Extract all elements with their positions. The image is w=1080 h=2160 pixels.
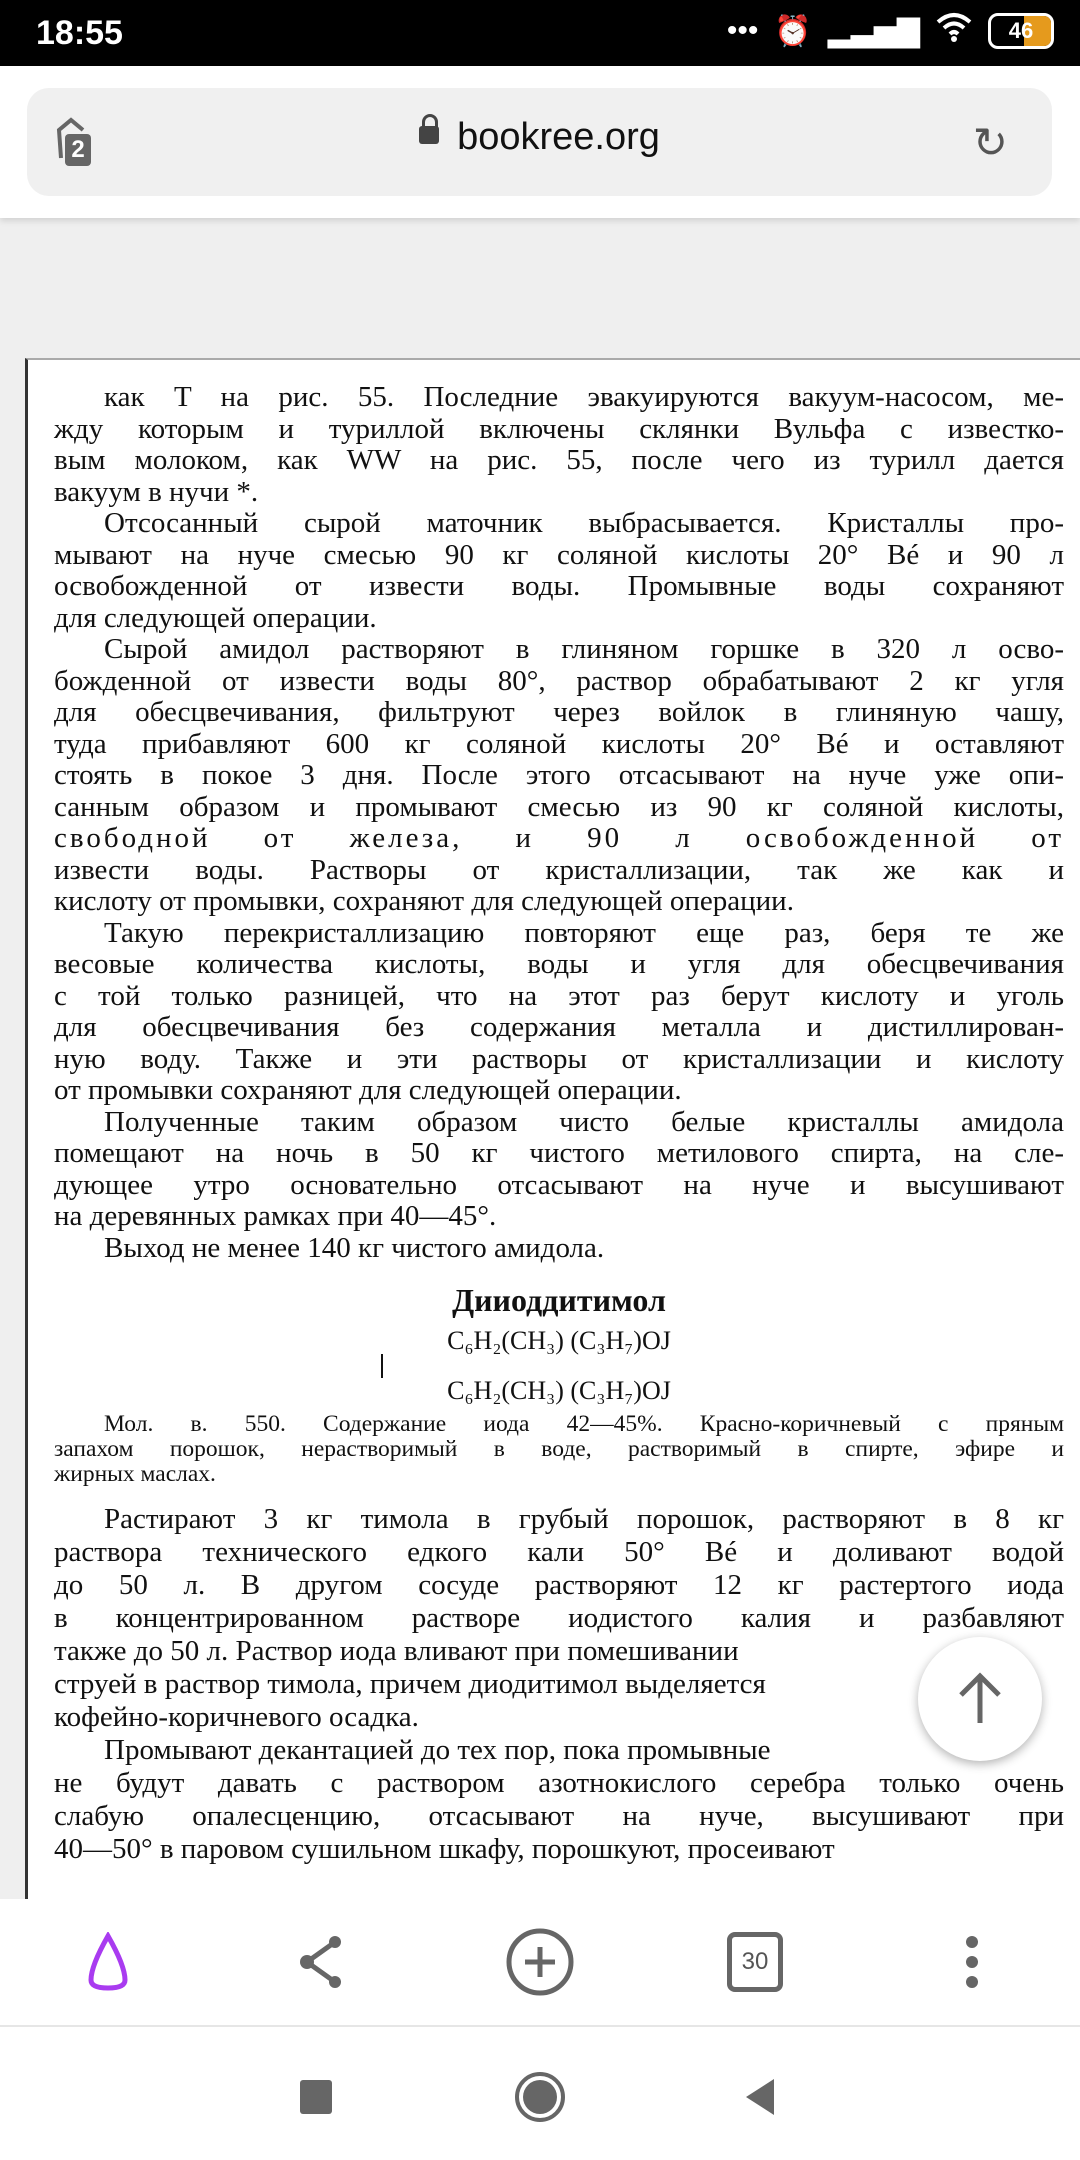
share-icon — [297, 1934, 347, 1990]
paragraph — [54, 918, 1064, 1107]
arrow-up-icon — [955, 1671, 1005, 1727]
text-line: Сырой амидол растворяют в глиняном горшке в 320 л осво- — [104, 633, 1064, 665]
status-bar — [0, 0, 1080, 66]
recents-button[interactable] — [286, 2067, 346, 2127]
text-line: не будут давать с раствором азотнокислого серебра только очень — [54, 1767, 1064, 1799]
text-line: в концентрированном растворе иодистого калия и разбавляют — [54, 1602, 1064, 1634]
tabs-overview-button[interactable] — [720, 1927, 790, 1997]
paragraph — [54, 1233, 1064, 1265]
paragraph — [54, 1503, 1064, 1734]
chemical-formula — [54, 1328, 1064, 1404]
text-line: Растирают 3 кг тимола в грубый порошок, растворяют в 8 кг — [104, 1503, 1064, 1535]
text-line: освобожденной от извести воды. Промывные воды сохраняют — [54, 570, 1064, 602]
document-page — [25, 358, 1080, 1905]
properties-line: жирных маслах. — [54, 1461, 216, 1487]
text-line: как T на рис. 55. Последние эвакуируются вакуум-насосом, ме- — [104, 381, 1064, 413]
more-vertical-icon — [964, 1934, 980, 1990]
text-line: санным образом и промывают смесью из 90 кг соляной кислоты, — [54, 790, 1064, 823]
text-line: раствора технического едкого кали 50° Bé и доливают водой — [54, 1536, 1064, 1568]
text-line: ную воду. Также и эти растворы от кристаллизации и кислоту — [54, 1042, 1064, 1075]
reload-icon: ↻ — [972, 119, 1008, 166]
browser-address-bar — [0, 66, 1080, 218]
battery-level: 46 — [1008, 18, 1034, 43]
new-tab-button[interactable] — [505, 1927, 575, 1997]
text-line: 40—50° в паровом сушильном шкафу, порошкуют, просеивают — [54, 1833, 835, 1865]
back-triangle-icon — [742, 2077, 778, 2117]
text-line: слабую опалесценцию, отсасывают на нуче, высушивают при — [54, 1800, 1064, 1832]
back-button[interactable] — [730, 2067, 790, 2127]
battery-icon — [988, 13, 1054, 49]
tabs-count-icon: 30 — [727, 1932, 783, 1992]
text-line: для следующей операции. — [54, 601, 377, 634]
menu-button[interactable] — [937, 1927, 1007, 1997]
section-heading: Дииоддитимол — [452, 1282, 666, 1318]
text-line: вакуум в нучи *. — [54, 475, 259, 508]
url-text: bookree.org — [457, 116, 660, 158]
text-line: кислоту от промывки, сохраняют для следующей операции. — [54, 885, 794, 917]
text-line: помещают на ночь в 50 кг чистого метилового спирта, на сле- — [54, 1137, 1064, 1169]
paragraph — [54, 1734, 1064, 1866]
text-line: мывают на нуче смесью 90 кг соляной кислоты 20° Bé и 90 л — [54, 538, 1064, 571]
lock-icon — [419, 126, 439, 144]
paragraph — [54, 382, 1064, 508]
plus-circle-icon — [505, 1927, 575, 1997]
text-line: весовые количества кислоты, воды и угля для обесцвечивания — [54, 948, 1064, 980]
wifi-icon — [936, 12, 972, 50]
properties-line: Мол. в. 550. Содержание иода 42—45%. Красно-коричневый с пряным — [104, 1411, 1064, 1437]
scroll-to-top-button[interactable] — [918, 1637, 1042, 1761]
text-line: Такую перекристаллизацию повторяют еще раз, беря те же — [104, 916, 1064, 949]
formula-bond — [54, 1354, 1064, 1378]
alarm-icon: ⏰ — [774, 14, 812, 48]
text-line: свободной от железа, и 90 л освобожденной от — [54, 822, 1064, 854]
text-line: вым молоком, как WW на рис. 55, после чего из турилл дается — [54, 444, 1064, 476]
browser-toolbar — [0, 1899, 1080, 2027]
text-line: также до 50 л. Раствор иода вливают при помешивании — [54, 1635, 739, 1667]
home-circle-icon — [514, 2071, 566, 2123]
alice-button[interactable] — [73, 1927, 143, 1997]
text-line: для обесцвечивания без содержания металла и дистиллирован- — [54, 1011, 1064, 1043]
home-button[interactable] — [510, 2067, 570, 2127]
text-line: Промывают декантацией до тех пор, пока промывные — [104, 1734, 771, 1766]
text-line: для обесцвечивания, фильтруют через войлок в глиняную чашу, — [54, 696, 1064, 728]
formula-bottom: C₆H₂(CH₃) (C₃H₇)OJ — [447, 1376, 671, 1405]
text-line: до 50 л. В другом сосуде растворяют 12 кг растертого иода — [54, 1569, 1064, 1601]
text-line: кофейно-коричневого осадка. — [54, 1701, 419, 1733]
tab-count: 2 — [65, 134, 91, 166]
text-line: струей в раствор тимола, причем диодитимол выделяется — [54, 1668, 766, 1700]
text-line: туда прибавляют 600 кг соляной кислоты 20° Bé и оставляют — [54, 727, 1064, 760]
text-line: жду которым и туриллой включены склянки Вульфа с известко- — [54, 412, 1064, 445]
text-line: божденной от извести воды 80°, раствор обрабатывают 2 кг угля — [54, 664, 1064, 697]
status-time: 18:55 — [36, 14, 123, 52]
text-line: от промывки сохраняют для следующей операции. — [54, 1074, 682, 1106]
share-button[interactable] — [287, 1927, 357, 1997]
signal-icon: ▂▃▅▇ — [827, 14, 920, 48]
properties-line: запахом порошок, нерастворимый в воде, растворимый в спирте, эфире и — [54, 1436, 1064, 1462]
text-line: стоять в покое 3 дня. После этого отсасывают на нуче уже опи- — [54, 759, 1064, 791]
text-line: Полученные таким образом чисто белые кристаллы амидола — [104, 1105, 1064, 1138]
paragraph — [54, 1107, 1064, 1233]
text-line: Выход не менее 140 кг чистого амидола. — [104, 1231, 605, 1264]
text-line: на деревянных рамках при 40—45°. — [54, 1200, 497, 1232]
paragraph — [54, 634, 1064, 918]
square-icon — [300, 2080, 332, 2114]
text-line: извести воды. Растворы от кристаллизации, так же как и — [54, 853, 1064, 886]
more-notifications-icon: ••• — [726, 14, 759, 47]
paragraph — [54, 508, 1064, 634]
reload-button[interactable] — [973, 118, 1008, 167]
text-line: дующее утро основательно отсасывают на нуче и высушивают — [54, 1168, 1064, 1201]
text-line: Отсосанный сырой маточник выбрасывается. Кристаллы про- — [104, 507, 1064, 539]
text-line: с той только разницей, что на этот раз берут кислоту и уголь — [54, 979, 1064, 1012]
formula-top: C₆H₂(CH₃) (C₃H₇)OJ — [447, 1326, 671, 1355]
alice-icon — [86, 1932, 130, 1992]
url-field[interactable] — [27, 88, 1052, 196]
system-nav-bar — [0, 2027, 1080, 2160]
